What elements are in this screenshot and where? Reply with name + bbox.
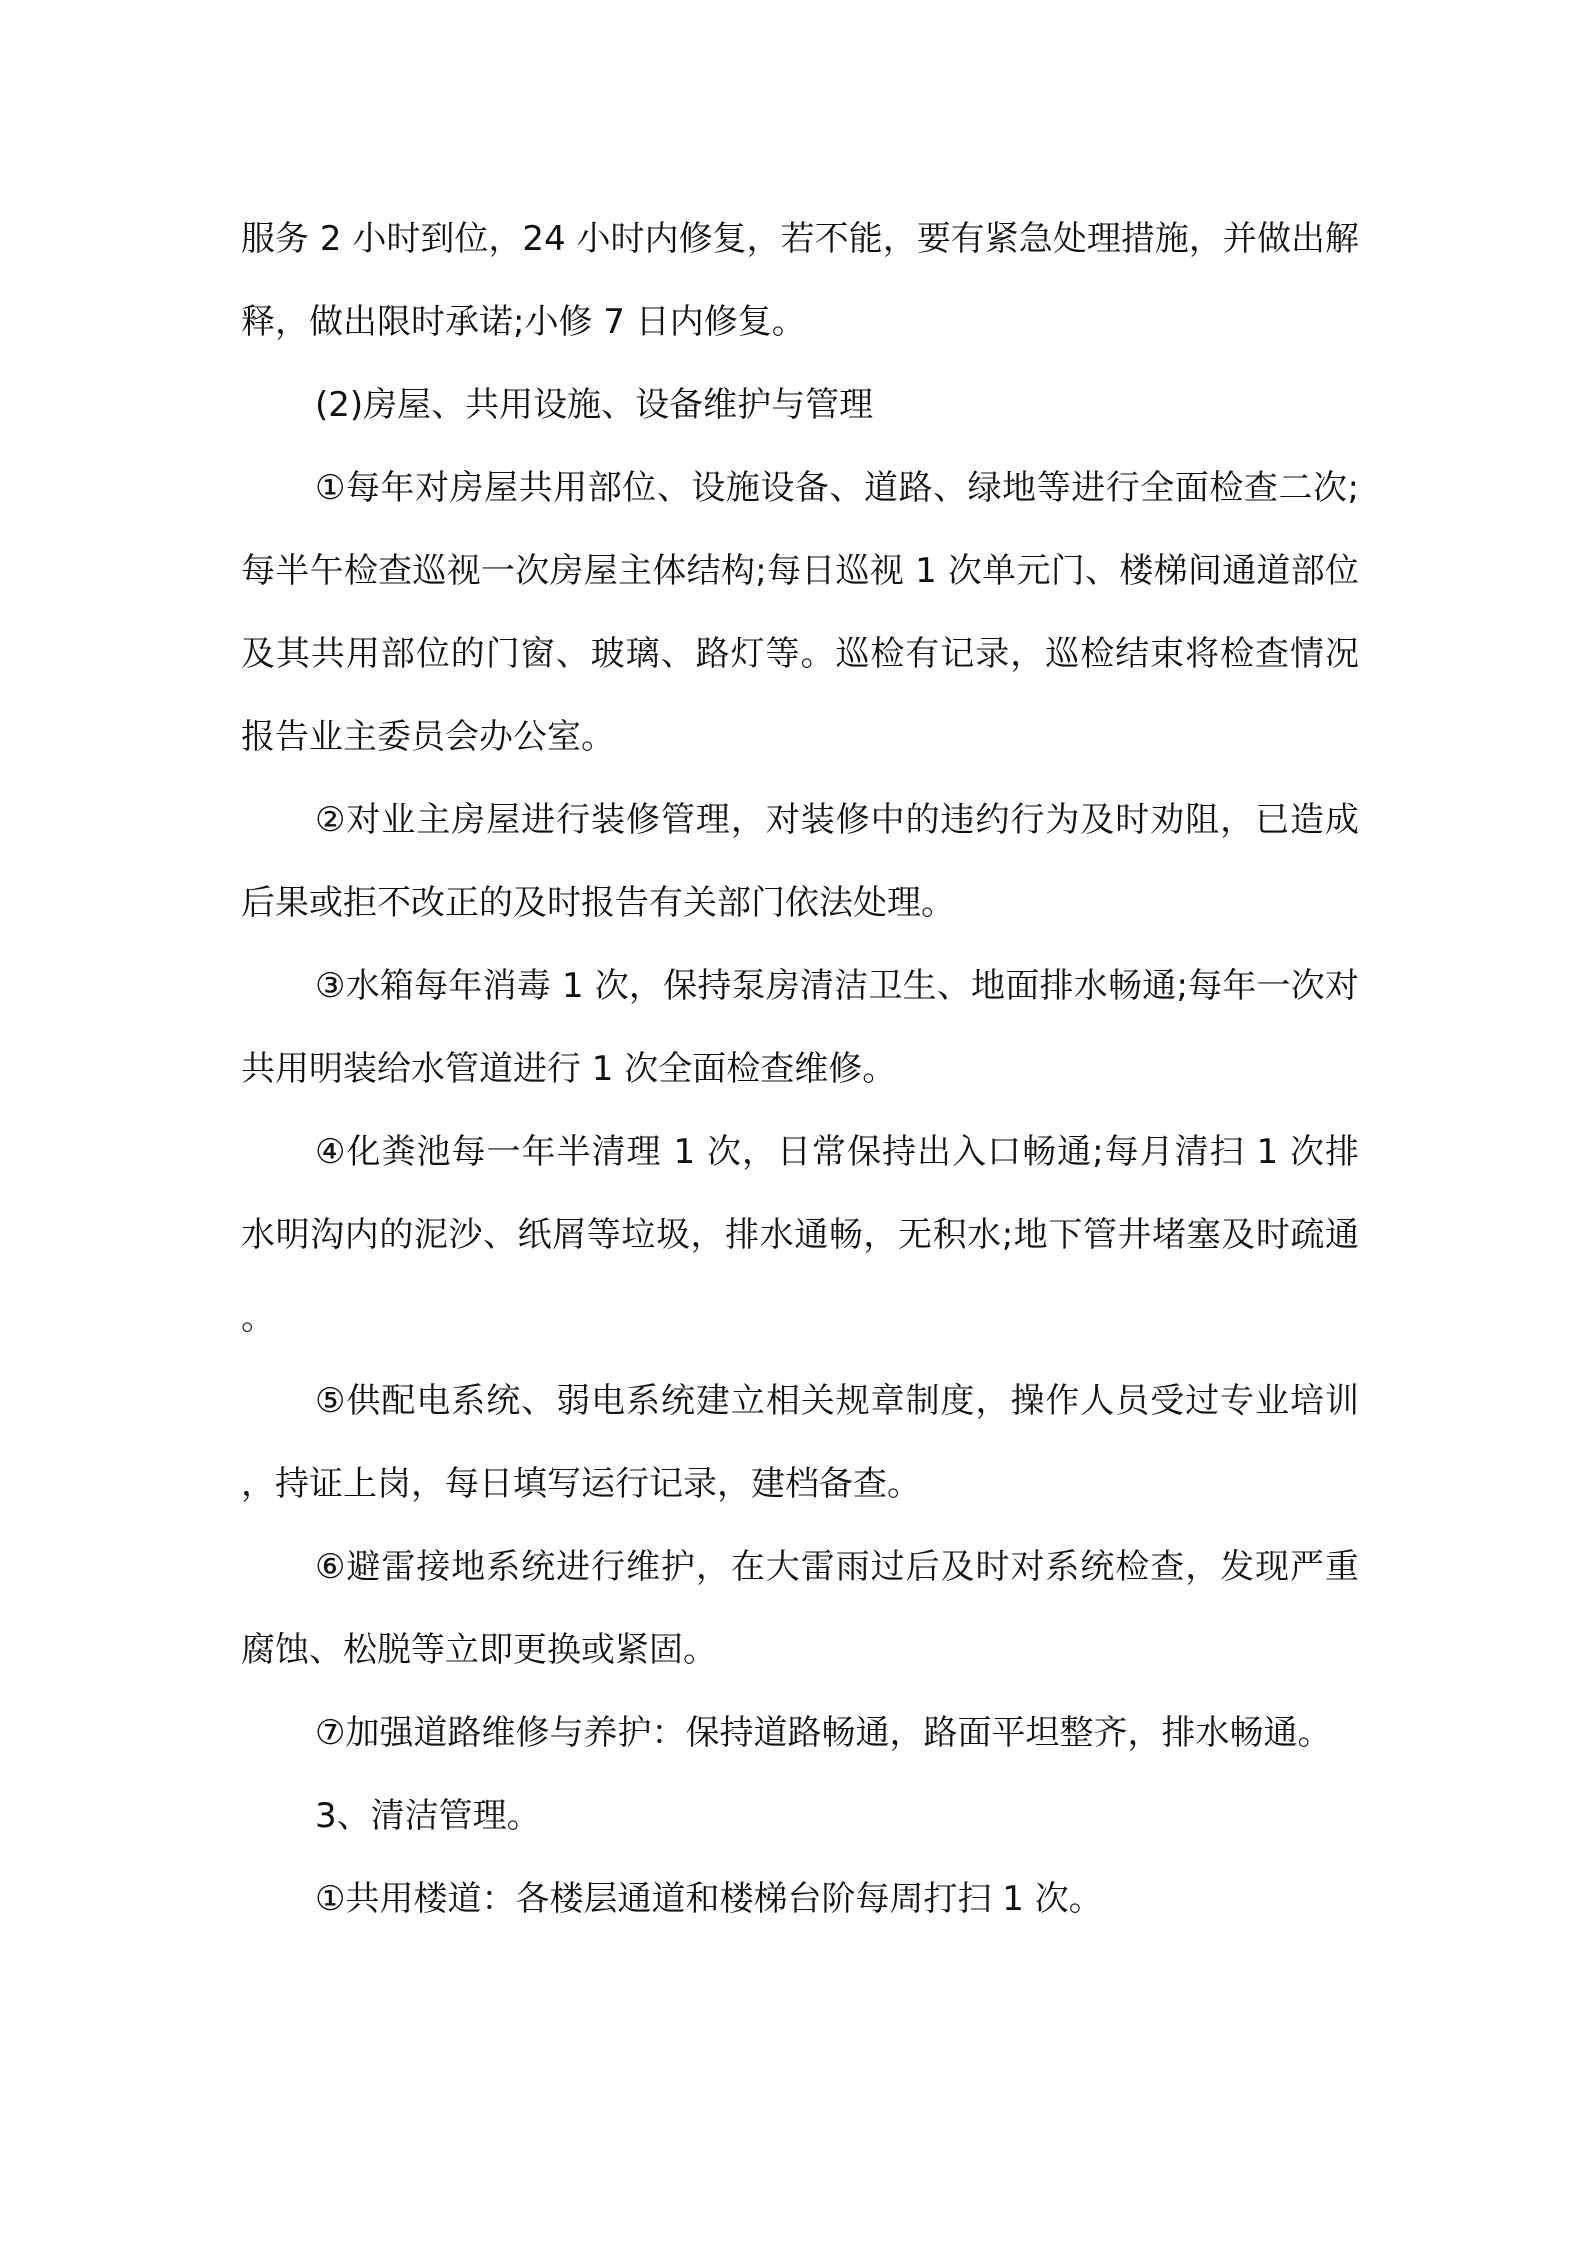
paragraph-item-5-power: ⑤供配电系统、弱电系统建立相关规章制度，操作人员受过专业培训，持证上岗，每日填写运行记录，建档备查。 [241, 1381, 1359, 1504]
paragraph-heading-maintenance: (2)房屋、共用设施、设备维护与管理 [315, 385, 874, 425]
document-body [241, 198, 1359, 1941]
paragraph-item-7-roads: ⑦加强道路维修与养护：保持道路畅通，路面平坦整齐，排水畅通。 [315, 1713, 1332, 1753]
paragraph-item-1-inspection: ①每年对房屋共用部位、设施设备、道路、绿地等进行全面检查二次;每半午检查巡视一次房屋主体结构;每日巡视 1 次单元门、楼梯间通道部位及其共用部位的门窗、玻璃、路灯等。巡检有记录，巡检结束将检查情况报告业主委员会办公室。 [241, 468, 1359, 757]
paragraph-item-6-lightning: ⑥避雷接地系统进行维护，在大雷雨过后及时对系统检查，发现严重腐蚀、松脱等立即更换或紧固。 [241, 1547, 1359, 1670]
paragraph-item-4-septic: ④化粪池每一年半清理 1 次，日常保持出入口畅通;每月清扫 1 次排水明沟内的泥沙、纸屑等垃圾，排水通畅，无积水;地下管井堵塞及时疏通。 [241, 1132, 1359, 1338]
paragraph-item-3-water-tank: ③水箱每年消毒 1 次，保持泵房清洁卫生、地面排水畅通;每年一次对共用明装给水管道进行 1 次全面检查维修。 [241, 966, 1359, 1089]
paragraph-repair-service: 服务 2 小时到位，24 小时内修复，若不能，要有紧急处理措施，并做出解释，做出限时承诺;小修 7 日内修复。 [241, 219, 1359, 342]
paragraph-heading-cleaning: 3、清洁管理。 [315, 1796, 541, 1836]
paragraph-item-2-renovation: ②对业主房屋进行装修管理，对装修中的违约行为及时劝阻，已造成后果或拒不改正的及时报告有关部门依法处理。 [241, 800, 1359, 923]
paragraph-cleaning-item-1: ①共用楼道：各楼层通道和楼梯台阶每周打扫 1 次。 [315, 1879, 1103, 1919]
